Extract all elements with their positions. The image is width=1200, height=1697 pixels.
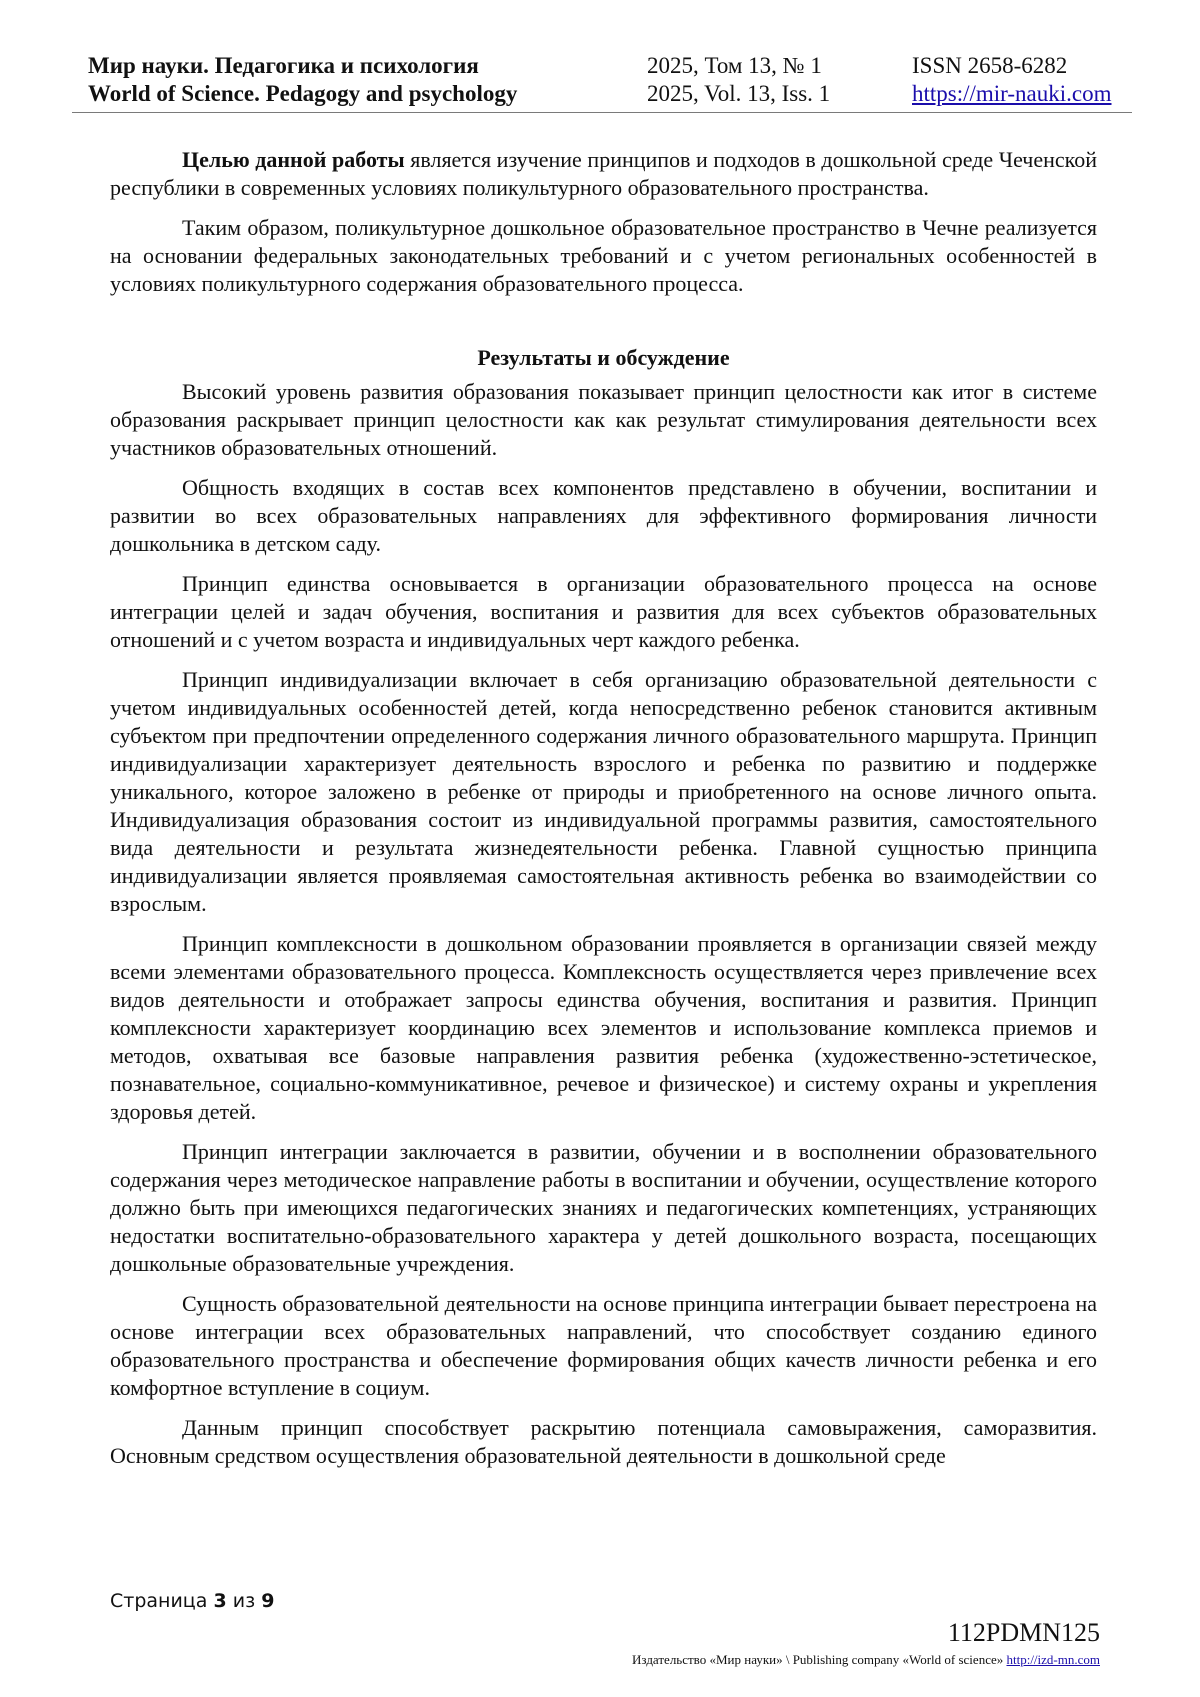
paragraph-integrity: Высокий уровень развития образования показывает принцип целостности как итог в системе образования раскрывает принцип целостности как как результат стимулирования деятельности всех участников образовательных отношений. [110, 379, 1097, 460]
page-word: Страница [110, 1590, 208, 1612]
page-counter [110, 1590, 274, 1612]
publisher-text: Издательство «Мир науки» \ Publishing company «World of science» [632, 1652, 1004, 1667]
publisher-line [632, 1652, 1100, 1668]
paragraph-aim [110, 146, 1097, 202]
article-code: 112PDMN125 [947, 1618, 1100, 1647]
paragraph-individualization: Принцип индивидуализации включает в себя организацию образовательной деятельности с учетом индивидуальных особенностей детей, когда непосредственно ребенок становится активным субъектом при предпочтении определенного содержания личного образовательного маршрута. Принцип индивидуализации характеризует деятельность взрослого и ребенка по развитию и поддержке уникального, которое заложено в ребенке от природы и приобретенного на основе личного опыта. Индивидуализация образования состоит из индивидуальной программы развития, самостоятельного вида деятельности и результата жизнедеятельности ребенка. Главной сущностью принципа индивидуализации является проявляемая самостоятельная активность ребенка во взаимодействии со взрослым. [110, 667, 1097, 916]
journal-header [72, 52, 1130, 108]
aim-bold-lead: Целью данной работы [182, 147, 405, 172]
journal-title-ru: Мир науки. Педагогика и психология [88, 53, 479, 78]
paragraph-unity: Принцип единства основывается в организации образовательного процесса на основе интеграции целей и задач обучения, воспитания и развития для всех субъектов образовательных отношений и с учетом возраста и индивидуальных черт каждого ребенка. [110, 571, 1097, 652]
header-row-ru [72, 52, 1130, 80]
paragraph-integration-essence: Сущность образовательной деятельности на основе принципа интеграции бывает перестроена на основе интеграции всех образовательных направлений, что способствует созданию единого образовательного пространства и обеспечение формирования общих качеств личности ребенка и его комфортное вступление в социум. [110, 1291, 1097, 1400]
of-word: из [232, 1590, 256, 1612]
header-divider [72, 112, 1132, 113]
publisher-url-link[interactable]: http://izd-mn.com [1006, 1652, 1100, 1667]
issn: ISSN 2658-6282 [912, 53, 1068, 78]
paragraph-self-expression: Данным принцип способствует раскрытию потенциала самовыражения, саморазвития. Основным средством осуществления образовательной деятельности в дошкольной среде [110, 1415, 1097, 1468]
paragraph-summary: Таким образом, поликультурное дошкольное образовательное пространство в Чечне реализуется на основании федеральных законодательных требований и с учетом региональных особенностей в условиях поликультурного содержания образовательного процесса. [110, 215, 1097, 296]
paragraph-commonality: Общность входящих в состав всех компонентов представлено в обучении, воспитании и развитии во всех образовательных направлениях для эффективного формирования личности дошкольника в детском саду. [110, 475, 1097, 556]
page-number: 3 [213, 1590, 227, 1612]
issue-info-en: 2025, Vol. 13, Iss. 1 [647, 81, 831, 106]
journal-url-link[interactable]: https://mir-nauki.com [912, 81, 1112, 106]
paragraph-integration: Принцип интеграции заключается в развитии, обучении и в восполнении образовательного содержания через методическое направление работы в воспитании и обучении, осуществление которого должно быть при имеющихся педагогических знаниях и педагогических компетенциях, устраняющих недостатки воспитательно-образовательного характера у детей дошкольного возраста, посещающих дошкольные образовательные учреждения. [110, 1139, 1097, 1276]
section-heading-results: Результаты и обсуждение [477, 345, 730, 370]
aim-text: является изучение принципов и подходов в дошкольной среде Чеченской республики в современных условиях поликультурного образовательного пространства. [110, 147, 1097, 200]
journal-title-en: World of Science. Pedagogy and psychology [88, 81, 518, 106]
header-row-en [72, 80, 1130, 108]
page-total: 9 [261, 1590, 275, 1612]
article-body [110, 146, 1097, 1482]
issue-info-ru: 2025, Том 13, № 1 [647, 53, 822, 78]
paragraph-complexity: Принцип комплексности в дошкольном образовании проявляется в организации связей между всеми элементами образовательного процесса. Комплексность осуществляется через привлечение всех видов деятельности и отображает запросы единства обучения, воспитания и развития. Принцип комплексности характеризует координацию всех элементов и использование комплекса приемов и методов, охватывая все базовые направления развития ребенка (художественно-эстетическое, познавательное, социально-коммуникативное, речевое и физическое) и систему охраны и укрепления здоровья детей. [110, 931, 1097, 1124]
